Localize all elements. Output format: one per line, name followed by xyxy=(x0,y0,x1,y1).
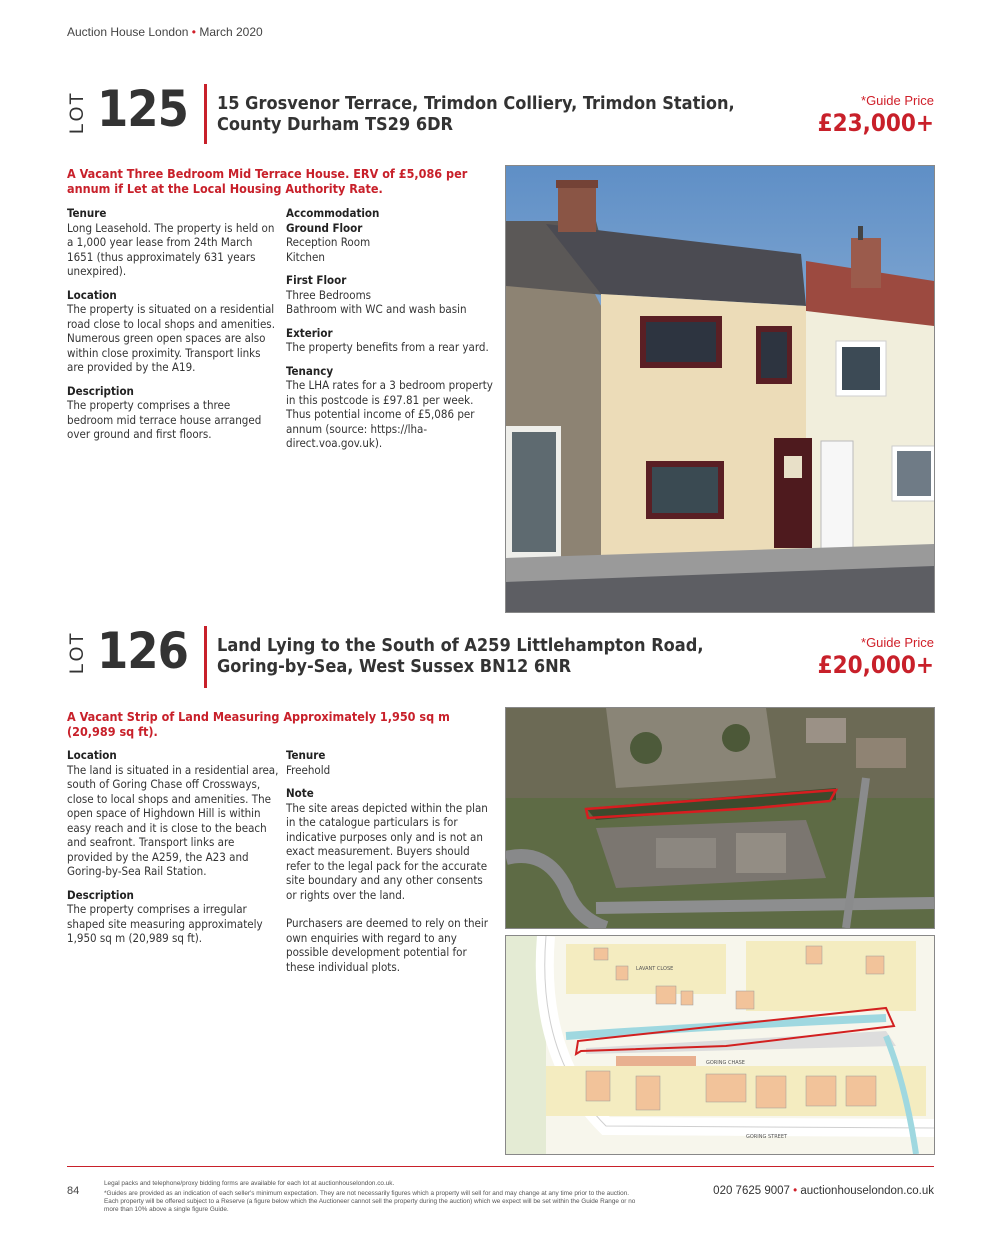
location-heading: Location xyxy=(67,748,117,762)
address-line-2: County Durham TS29 6DR xyxy=(217,114,454,135)
red-divider xyxy=(204,84,207,144)
property-photo xyxy=(505,165,935,613)
tenancy-heading: Tenancy xyxy=(286,363,334,378)
ground-floor-item: Kitchen xyxy=(286,249,325,264)
description-heading: Description xyxy=(67,383,134,398)
lot-label: LOT xyxy=(67,91,88,134)
note-text-2: Purchasers are deemed to rely on their own enquiries with regard to any possible development potential for these individual plots. xyxy=(286,916,489,974)
tenancy-text: The LHA rates for a 3 bedroom property in this postcode is £97.81 per week. Thus potential income of £5,086 per annum (source: https://lha-direct.voa.gov.uk). xyxy=(286,378,493,450)
lot-label: LOT xyxy=(67,631,88,674)
bullet-dot: • xyxy=(191,25,200,39)
exterior-heading: Exterior xyxy=(286,325,333,340)
red-divider xyxy=(204,626,207,688)
description-text: The property comprises a irregular shaped site measuring approximately 1,950 sq m (20,989 sq ft). xyxy=(67,902,263,945)
address-line-1: Land Lying to the South of A259 Littlehampton Road, xyxy=(217,635,704,656)
lot-number: 125 xyxy=(97,80,188,138)
ground-floor-heading: Ground Floor xyxy=(286,220,363,235)
note-heading: Note xyxy=(286,786,314,800)
address-line-1: 15 Grosvenor Terrace, Trimdon Colliery, Trimdon Station, xyxy=(217,93,735,114)
ground-floor-item: Reception Room xyxy=(286,235,371,249)
exterior-text: The property benefits from a rear yard. xyxy=(286,340,489,354)
lot-details-left xyxy=(67,206,279,451)
lot-details-right xyxy=(286,206,494,460)
map-street-label: GORING CHASE xyxy=(706,1060,745,1066)
accommodation-heading: Accommodation xyxy=(286,206,380,220)
tenure-heading: Tenure xyxy=(67,206,107,220)
running-header xyxy=(67,25,263,39)
phone-number: 020 7625 9007 xyxy=(713,1185,790,1197)
legal-notice xyxy=(104,1180,644,1214)
first-floor-heading: First Floor xyxy=(286,273,347,287)
description-text: The property comprises a three bedroom mid terrace house arranged over ground and first floors. xyxy=(67,398,262,441)
lot-subtitle: A Vacant Strip of Land Measuring Approximately 1,950 sq m (20,989 sq ft). xyxy=(67,709,450,739)
page-number: 84 xyxy=(67,1185,80,1197)
issue-date: March 2020 xyxy=(199,25,263,39)
guide-price-label: *Guide Price xyxy=(861,93,934,108)
location-heading: Location xyxy=(67,287,117,302)
aerial-photo xyxy=(505,707,935,929)
lot-number: 126 xyxy=(97,622,188,680)
location-text: The land is situated in a residential area, south of Goring Chase off Crossways, close to local shops and amenities. The open space of Highdown Hill is within easy reach and it is close to the beach and seafront. Transport links are provided by the A259, the A23 and Goring-by-Sea Rail Station. xyxy=(67,762,279,878)
location-text: The property is situated on a residential road close to local shops and amenities. Numerous green open spaces are also within close proximity. Transport links are provided by the A19. xyxy=(67,302,275,374)
guide-price-label: *Guide Price xyxy=(861,635,934,650)
lot-subtitle: A Vacant Three Bedroom Mid Terrace House. ERV of £5,086 per annum if Let at the Local Housing Authority Rate. xyxy=(67,166,468,196)
publisher-name: Auction House London xyxy=(67,25,189,39)
legal-line-1: Legal packs and telephone/proxy bidding forms are available for each lot at auctionhouselondon.co.uk. xyxy=(104,1180,395,1187)
guide-price-value: £20,000+ xyxy=(817,651,934,679)
tenure-text: Long Leasehold. The property is held on a 1,000 year lease from 24th March 1651 (thus approximately 631 years unexpired). xyxy=(67,220,275,278)
legal-line-2: *Guides are provided as an indication of each seller's minimum expectation. They are not necessarily figures which a property will sell for and may change at any time prior to the auction. Each property will be offered subject to a Reserve (a figure below which the Auctioneer cannot sell the property during the auction) which we expect will be set within the Guide Range or no more than 10% above a single figure Guide. xyxy=(104,1190,636,1213)
lot-address xyxy=(217,93,735,135)
note-text: The site areas depicted within the plan in the catalogue particulars is for indicative purposes only and is not an exact measurement. Buyers should refer to the legal pack for the accurate site boundary and any other consents or rights over the land. xyxy=(286,800,488,902)
contact-info xyxy=(700,1185,934,1197)
site-plan-map xyxy=(505,935,935,1155)
first-floor-item: Three Bedrooms xyxy=(286,287,372,302)
map-street-label: GORING STREET xyxy=(746,1134,788,1140)
lot-details-right xyxy=(286,748,494,983)
website-link[interactable]: auctionhouselondon.co.uk xyxy=(800,1185,934,1197)
guide-price-value: £23,000+ xyxy=(817,109,934,137)
tenure-text: Freehold xyxy=(286,762,331,777)
lot-address xyxy=(217,635,703,677)
footer-rule xyxy=(67,1166,934,1167)
address-line-2: Goring-by-Sea, West Sussex BN12 6NR xyxy=(217,656,572,677)
bullet-dot: • xyxy=(793,1185,801,1197)
map-street-label: LAVANT CLOSE xyxy=(636,966,674,972)
lot-details-left xyxy=(67,748,279,955)
first-floor-item: Bathroom with WC and wash basin xyxy=(286,302,467,316)
tenure-heading: Tenure xyxy=(286,748,326,762)
description-heading: Description xyxy=(67,887,134,902)
